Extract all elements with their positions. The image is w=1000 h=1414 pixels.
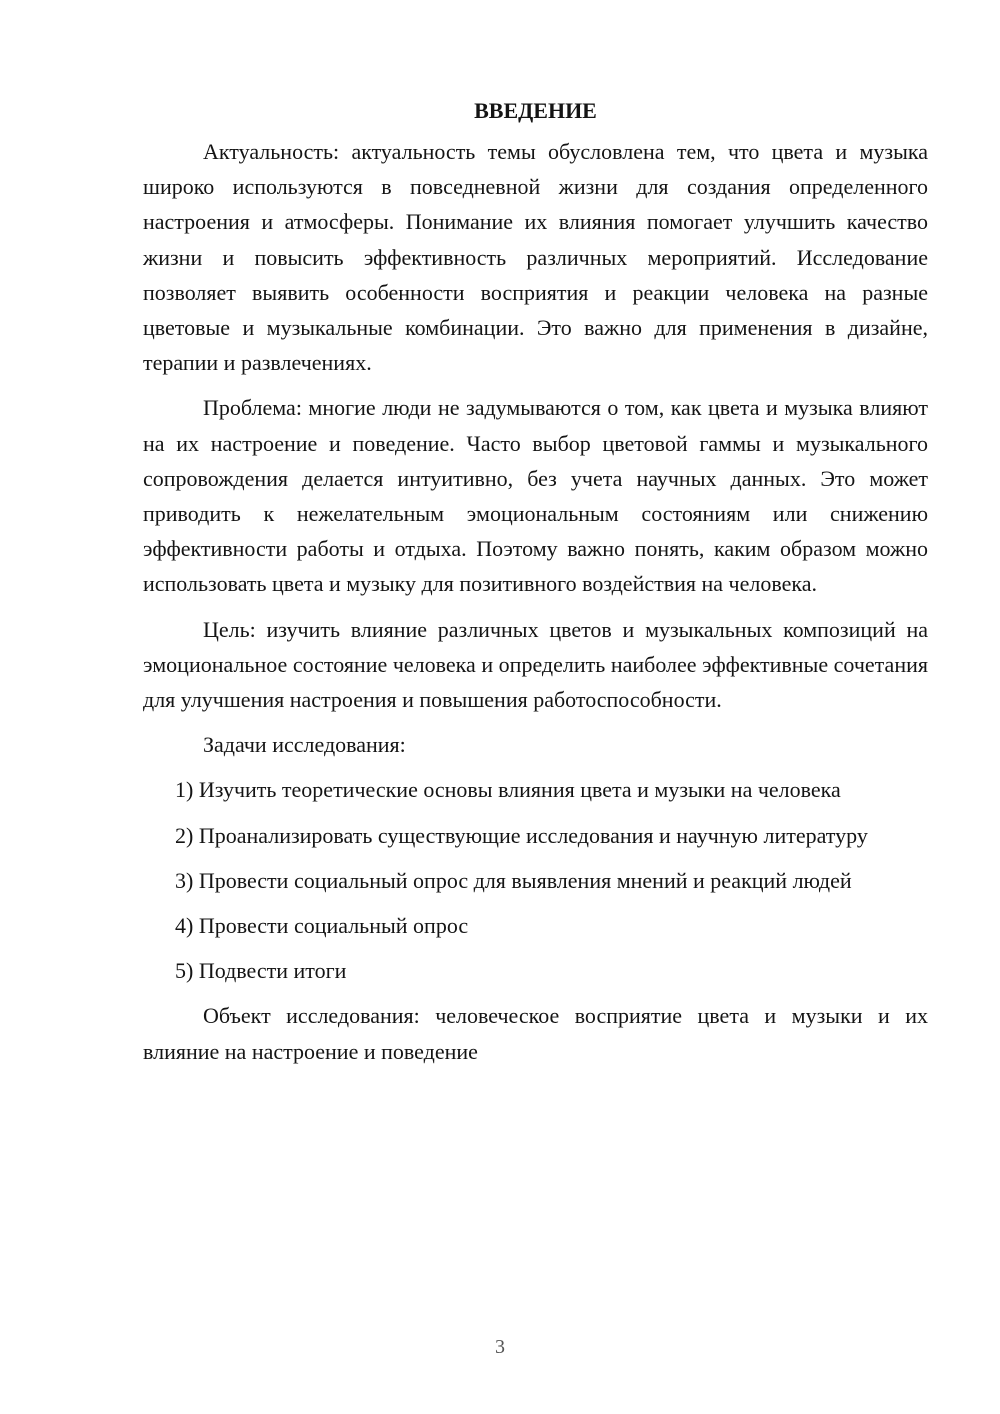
task-item-5: 5) Подвести итоги (175, 958, 347, 984)
task-item-3: 3) Провести социальный опрос для выявления мнений и реакций людей (175, 867, 852, 893)
page-number: 3 (495, 1336, 505, 1358)
tasks-heading: Задачи исследования: (203, 732, 406, 758)
paragraph-goal: Цель: изучить влияние различных цветов и музыкальных композиций на эмоциональное состояние человека и определить наиболее эффективные сочетания для улучшения настроения и повышения работоспособности. (143, 616, 928, 713)
task-item-4: 4) Провести социальный опрос (175, 913, 469, 939)
paragraph-relevance: Актуальность: актуальность темы обусловлена тем, что цвета и музыка широко используются в повседневной жизни для создания определенного настроения и атмосферы. Понимание их влияния помогает улучшить качество жизни и повысить эффективность различных мероприятий. Исследование позволяет выявить особенности восприятия и реакции человека на разные цветовые и музыкальные комбинации. Это важно для применения в дизайне, терапии и развлечениях. (143, 139, 928, 376)
paragraph-object: Объект исследования: человеческое восприятие цвета и музыки и их влияние на настроение и поведение (143, 1003, 928, 1064)
paragraph-problem: Проблема: многие люди не задумываются о том, как цвета и музыка влияют на их настроение и поведение. Часто выбор цветовой гаммы и музыкального сопровождения делается интуитивно, без учета научных данных. Это может приводить к нежелательным эмоциональным состояниям или снижению эффективности работы и отдыха. Поэтому важно понять, каким образом можно использовать цвета и музыку для позитивного воздействия на человека. (143, 395, 928, 597)
page-title: ВВЕДЕНИЕ (474, 98, 597, 123)
task-item-1: 1) Изучить теоретические основы влияния цвета и музыки на человека (175, 777, 841, 803)
task-item-2: 2) Проанализировать существующие исследования и научную литературу (175, 822, 868, 848)
page-content (143, 96, 928, 1079)
